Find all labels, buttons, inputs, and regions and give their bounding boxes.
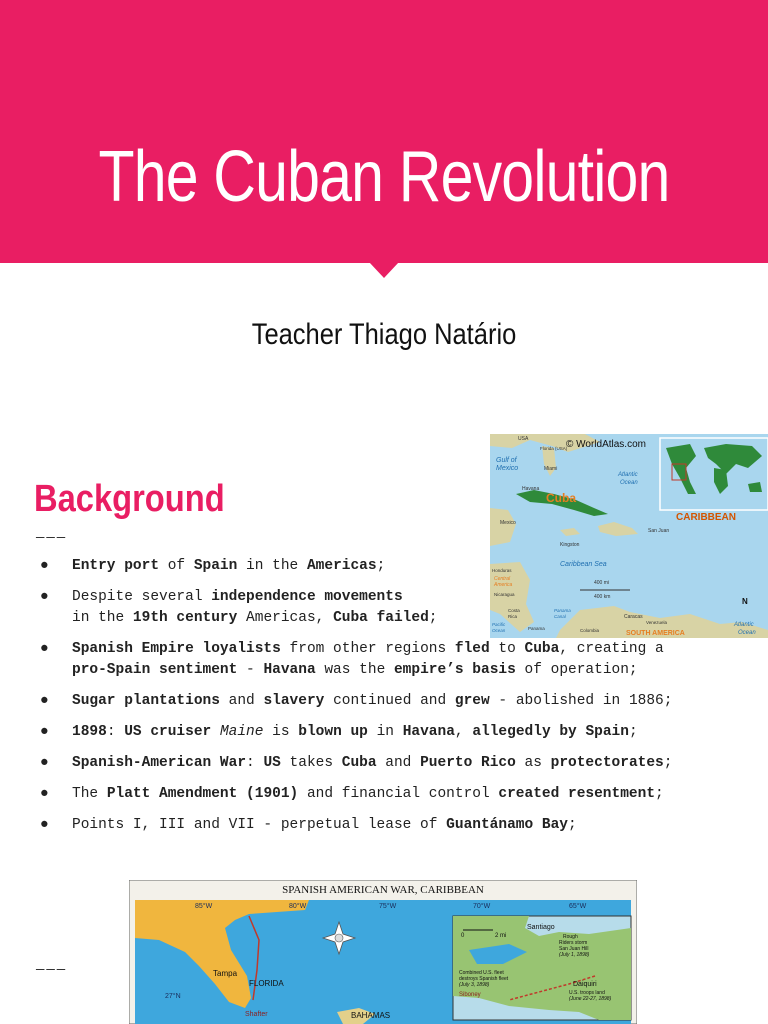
bullet-text: - abolished in 1886; — [489, 693, 673, 709]
bullet-text: to — [489, 641, 525, 657]
bullet-text: in the — [72, 610, 133, 626]
inset-label-july1: (July 1, 1898) — [559, 952, 590, 958]
map-label-atlantic-2: Ocean — [620, 480, 638, 486]
map-label-usa: USA — [518, 436, 529, 442]
bullet-text: - — [237, 662, 264, 678]
bullet-item — [40, 815, 700, 836]
bullet-text: 19th century — [132, 610, 238, 626]
bullet-text: blown up — [298, 724, 368, 740]
bullet-text: Spanish Empire loyalists — [72, 641, 281, 657]
bullet-text: pro-Spain sentiment — [72, 662, 238, 678]
bullet-text: Maine — [219, 724, 264, 740]
bullet-item — [40, 691, 700, 712]
map-scale-mi: 400 mi — [594, 580, 610, 586]
map-label-panama-canal: Panama — [554, 608, 571, 613]
map-label-nicaragua: Nicaragua — [494, 592, 515, 597]
bullet-text: US — [263, 755, 281, 771]
map-label-caribbean: CARIBBEAN — [676, 512, 736, 523]
inset-label-combined-fleet: Combined U.S. fleet — [459, 970, 504, 976]
map-scale-km: 400 km — [594, 594, 611, 600]
bullet-text: grew — [454, 693, 490, 709]
bullet-text: , creating a — [559, 641, 664, 657]
bullet-text: Spain — [193, 558, 238, 574]
map-label-kingston: Kingston — [560, 542, 580, 548]
inset-label-rough: Rough — [563, 934, 578, 940]
spanish-american-war-map — [129, 880, 637, 1024]
bullet-text: ; — [376, 558, 386, 574]
bullet-dot: ● — [40, 641, 49, 657]
map-label-atlantic-3: Atlantic — [734, 622, 754, 628]
lon-85w: 85°W — [195, 903, 213, 910]
bullet-text: independence movements — [211, 589, 403, 605]
bullet-text: Sugar plantations — [72, 693, 220, 709]
bullet-text: allegedly by Spain — [472, 724, 629, 740]
map-label-caribbean-sea: Caribbean Sea — [560, 561, 607, 568]
bullet-dot: ● — [40, 786, 49, 802]
bullet-text: takes — [280, 755, 342, 771]
bullet-dot: ● — [40, 724, 49, 740]
bullet-text: in the — [237, 558, 307, 574]
map-label-miami: Miami — [544, 466, 558, 472]
bullet-text: and — [219, 693, 264, 709]
bullet-text: from other regions — [280, 641, 455, 657]
map-label-colombia: Colombia — [580, 628, 600, 633]
map-title: SPANISH AMERICAN WAR, CARIBBEAN — [282, 884, 484, 896]
bullet-text: in — [367, 724, 403, 740]
caribbean-map — [490, 434, 768, 638]
section-separator: ——— — [36, 530, 68, 546]
map-label-america: America — [494, 582, 513, 588]
bullet-text: created resentment — [498, 786, 656, 802]
presentation-title: The Cuban Revolution — [98, 137, 670, 217]
author-subtitle: Teacher Thiago Natário — [251, 318, 517, 351]
inset-label-daiquiri: Daiquiri — [573, 981, 597, 988]
lon-65w: 65°W — [569, 903, 587, 910]
lat-27n: 27°N — [165, 993, 181, 1000]
bullet-text: ; — [628, 724, 638, 740]
inset-label-san-juan-hill: San Juan Hill — [559, 946, 589, 952]
bullet-text: : — [246, 755, 264, 771]
bullet-text: ; — [663, 755, 673, 771]
map-label-mexico: Mexico — [500, 520, 516, 526]
bullet-text: as — [515, 755, 551, 771]
map-label-rica: Rica — [508, 614, 518, 619]
bullet-text: Cuba — [524, 641, 560, 657]
map-credit: © WorldAtlas.com — [566, 439, 646, 450]
inset-label-siboney: Siboney — [459, 992, 481, 998]
bullet-item — [40, 753, 700, 774]
map-label-bahamas: BAHAMAS — [351, 1011, 391, 1020]
map-label-atlantic-4: Ocean — [738, 630, 756, 636]
bullet-text: Cuba — [341, 755, 377, 771]
inset-label-riders: Riders storm — [559, 940, 588, 946]
bullet-text: and — [376, 755, 421, 771]
bullet-dot: ● — [40, 755, 49, 771]
bullet-item — [40, 784, 700, 805]
bullet-text: Points I, III and VII - perpetual lease of — [72, 817, 447, 833]
bullet-text: protectorates — [550, 755, 664, 771]
banner-notch — [369, 262, 399, 278]
bullet-text: , — [454, 724, 473, 740]
bullet-text: Havana — [263, 662, 316, 678]
bullet-text: continued and — [324, 693, 455, 709]
map-label-panama-city: Panama — [528, 626, 545, 631]
bullet-text — [211, 724, 220, 740]
inset-scale-0: 0 — [461, 933, 465, 939]
bullet-text: of — [159, 558, 194, 574]
map-label-central: Central — [494, 576, 511, 582]
map-label-gulf-2: Mexico — [496, 465, 519, 472]
bullet-text: Despite several — [72, 589, 212, 605]
inset-label-us-troops: U.S. troops land — [569, 990, 605, 996]
bullet-text: of operation; — [515, 662, 638, 678]
bullet-text: 1898 — [72, 724, 107, 740]
map-label-florida: FLORIDA — [249, 979, 284, 988]
bullet-text: empire’s basis — [393, 662, 516, 678]
map-label-costa: Costa — [508, 608, 520, 613]
bullet-item — [40, 639, 700, 681]
inset-scale-2mi: 2 mi — [495, 933, 507, 939]
bullet-text: : — [106, 724, 125, 740]
bullet-text: US cruiser — [124, 724, 212, 740]
bullet-text: ; — [655, 786, 664, 802]
bullet-text: is — [263, 724, 299, 740]
map-label-pacific-2: Ocean — [492, 628, 506, 633]
map-label-venezuela: Venezuela — [646, 620, 668, 625]
bullet-text: ; — [568, 817, 577, 833]
bullet-dot: ● — [40, 558, 49, 574]
bullet-dot: ● — [40, 589, 49, 605]
bullet-text: Puerto Rico — [420, 755, 516, 771]
bullet-text: slavery — [263, 693, 325, 709]
map-label-cuba: Cuba — [546, 491, 576, 505]
bullet-text: Cuba failed — [333, 610, 429, 626]
bullet-text: Spanish-American War — [72, 755, 247, 771]
map-label-florida: Florida (USA) — [540, 446, 568, 451]
bullet-text: Americas — [306, 558, 377, 574]
lon-70w: 70°W — [473, 903, 491, 910]
bullet-text: Havana — [402, 724, 455, 740]
map-label-shafter: Shafter — [245, 1011, 268, 1018]
bullet-text: The — [72, 786, 107, 802]
bullet-text: fled — [454, 641, 490, 657]
bullet-dot: ● — [40, 817, 49, 833]
bullet-dot: ● — [40, 693, 49, 709]
inset-label-july3: (July 3, 1898) — [459, 982, 490, 988]
bullet-text: was the — [315, 662, 394, 678]
section-separator-2: ——— — [36, 962, 68, 978]
map-label-atlantic: Atlantic — [618, 472, 638, 478]
map-north-arrow: N — [742, 597, 748, 606]
bullet-text: Guantánamo Bay — [446, 817, 568, 833]
bullet-text: Platt Amendment (1901) — [106, 786, 299, 802]
lon-75w: 75°W — [379, 903, 397, 910]
bullet-text: Entry port — [72, 558, 160, 574]
inset-label-june: (June 22-27, 1898) — [569, 996, 612, 1002]
map-label-gulf: Gulf of — [496, 457, 517, 464]
map-label-san-juan: San Juan — [648, 528, 670, 534]
bullet-text: and financial control — [298, 786, 499, 802]
map-label-havana: Havana — [522, 486, 540, 492]
inset-label-santiago: Santiago — [527, 924, 555, 931]
bullet-item — [40, 722, 700, 743]
map-label-tampa: Tampa — [213, 969, 238, 978]
section-heading: Background — [34, 478, 225, 520]
bullet-text: ; — [428, 610, 438, 626]
title-banner — [0, 0, 768, 263]
bullet-text: Americas, — [237, 610, 334, 626]
lon-80w: 80°W — [289, 903, 307, 910]
inset-label-destroys: destroys Spanish fleet — [459, 976, 509, 982]
map-label-caracas: Caracas — [624, 614, 643, 620]
map-label-honduras: Honduras — [492, 568, 512, 573]
map-label-pacific: Pacific — [492, 622, 506, 627]
map-label-south-america: SOUTH AMERICA — [626, 630, 685, 637]
map-label-canal: Canal — [554, 614, 566, 619]
